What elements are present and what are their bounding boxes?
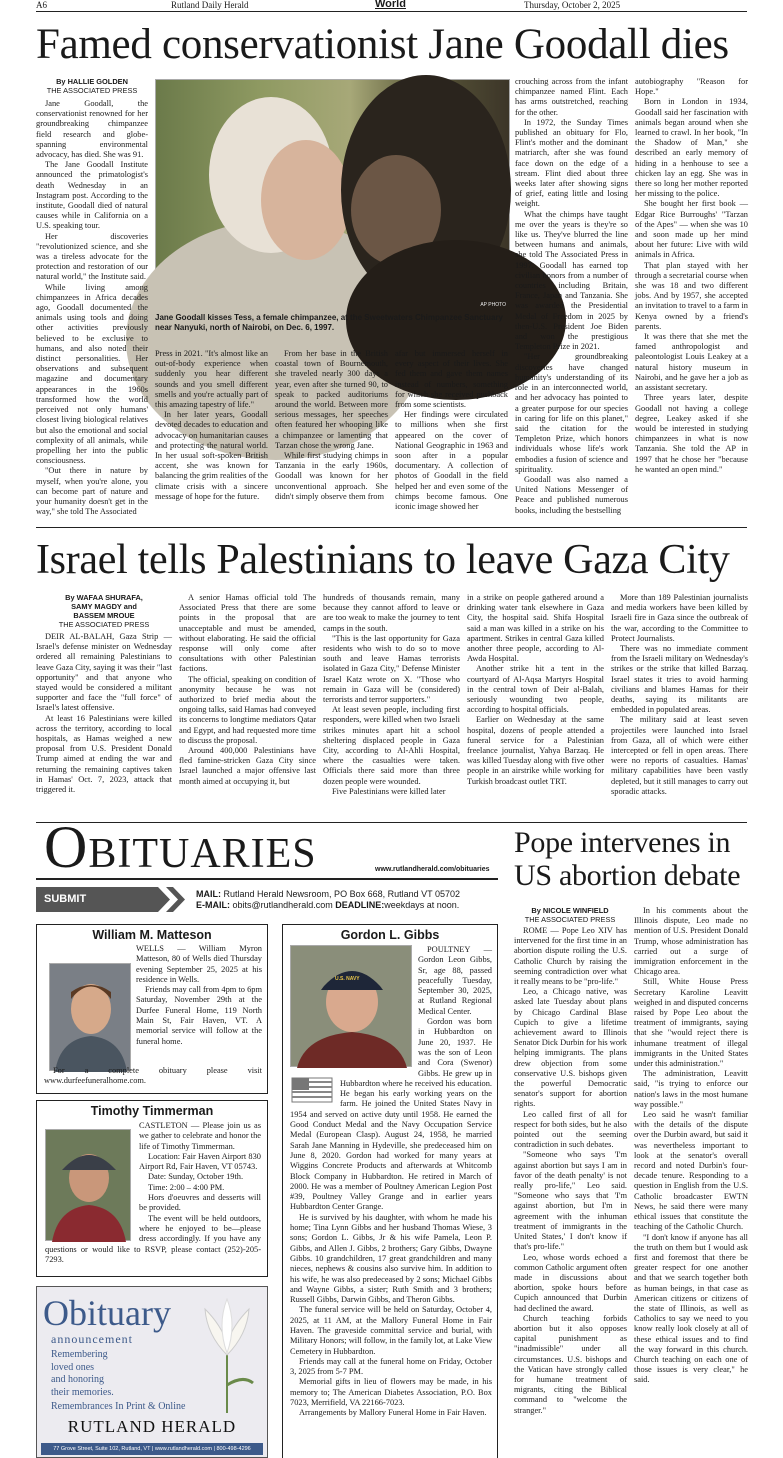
- deadline-text: weekdays at noon.: [384, 900, 460, 910]
- page-header: [36, 0, 747, 12]
- goodall-col-4: [395, 349, 508, 512]
- email-label: E-MAIL:: [196, 900, 230, 910]
- paragraph: Leo, a Chicago native, was asked late Tuesday about plans by Chicago Cardinal Blase Cupich to give a lifetime achievement award to Illinois Senator Dick Durbin for his work helping immigrants. The plans drew objection from some conservative U.S. bishops given the powerful Democratic senator's support for abortion rights.: [514, 987, 627, 1109]
- obit-paragraph: Memorial gifts in lieu of flowers may be made, in his memory to; The American Diabetes Association, P.O. Box 7023, Merrifield, VA 22166-7023.: [290, 1377, 492, 1408]
- paragraph: afar but immersed herself in every aspect of their lives. She fed them and gave them names instead of numbers, something for which she received pushback from some scientists.: [395, 349, 508, 410]
- obituary-ad[interactable]: [36, 1286, 268, 1458]
- pope-col-2: [634, 906, 748, 1458]
- paragraph: Leo, whose words echoed a common Catholic argument often made in discussions about abortion, spoke hours before Cupich announced that Durbin had declined the award.: [514, 1252, 627, 1313]
- obit-portrait: [290, 945, 412, 1067]
- paragraph: "This is the last opportunity for Gaza residents who wish to do so to move south and leave Hamas terrorists isolated in Gaza City," Defense Minister Israel Katz wrote on X. "Those who remain in Gaza will be (considered) terrorists and terror supporters.": [323, 633, 460, 705]
- paragraph: From her base in the British coastal town of Bournemouth, she traveled nearly 300 days a year, even after she turned 90, to speak to packed auditoriums around the world. Between more serious messages, her speeches often featured her whooping like a chimpanzee or lamenting that Tarzan chose the wrong Jane.: [275, 349, 388, 450]
- obit-text: [290, 945, 492, 1457]
- gaza-col-5: [611, 593, 748, 814]
- flag-icon-svg: [290, 1075, 334, 1105]
- photo-credit: AP PHOTO: [480, 302, 506, 308]
- paragraph: Born in London in 1934, Goodall said her fascination with animals began around when she learned to crawl. In her book, "In the Shadow of Man," she described an early memory of hiding in a henhouse to see a chicken lay an egg. She was in there so long her mother reported her missing to the police.: [635, 97, 748, 199]
- obit-time: Time: 2:00 – 4:00 PM.: [148, 1182, 225, 1192]
- mail-label: MAIL:: [196, 889, 221, 899]
- paragraph: The Jane Goodall Institute announced the primatologist's death Wednesday in an Instagram post. According to the institute, Goodall died of natural causes while in California on a U.S. speaking tour.: [36, 160, 148, 231]
- ad-line: and honoring: [51, 1374, 105, 1385]
- byline-name: By HALLIE GOLDEN: [56, 77, 128, 86]
- paragraph: ROME — Pope Leo XIV has intervened for the first time in an abortion dispute roiling the U.S. Catholic Church by raising the seeming contradiction over what it really means to be "pro-life.": [514, 926, 627, 987]
- obit-gibbs: [282, 924, 498, 1458]
- paragraph: Three years later, despite Goodall not having a college degree, Leakey asked if she would be interested in studying chimpanzees in what is now Tanzania. She told the AP in 1997 that he chose her "because he wanted an open mind.": [635, 393, 748, 474]
- byline-org: THE ASSOCIATED PRESS: [58, 620, 150, 629]
- pope-byline: [514, 906, 626, 924]
- obit-paragraph: Friends may call from 4pm to 6pm Saturday, November 29th at the Durfee Funeral Home, 119 North Main St, Fair Haven, VT. A memorial service will follow at the funeral home.: [136, 985, 262, 1046]
- obit-text: [45, 1121, 261, 1273]
- paragraph: DEIR AL-BALAH, Gaza Strip — Israel's defense minister on Wednesday ordered all remaining Palestinians to leave Gaza City, saying it was their "last opportunity" and that anyone who stayed would be considered a militant supporter and face the "full force" of Israel's latest offensive.: [36, 632, 172, 713]
- goodall-byline: [36, 77, 148, 95]
- paragraph: Her findings were circulated to millions when she first appeared on the cover of National Geographic in 1963 and soon after in a popular documentary. A collection of photos of Goodall in the field helped her and even some of the chimps become famous. One iconic image showed her: [395, 410, 508, 512]
- gaza-col-3: [323, 593, 460, 814]
- gaza-col-4: [467, 593, 604, 814]
- section-name: World: [375, 0, 406, 10]
- byline-org: THE ASSOCIATED PRESS: [524, 915, 616, 924]
- goodall-col-1: [36, 99, 148, 517]
- obit-location: Location: Fair Haven Airport 830 Airport Rd, Fair Haven, VT 05743.: [139, 1151, 261, 1172]
- navy-cap-text: U.S. NAVY: [335, 976, 360, 982]
- paragraph: "Her groundbreaking discoveries have changed humanity's understanding of its role in an interconnected world, and her advocacy has pointed to a greater purpose for our species in caring for life on this planet," said the citation for the Templeton Prize, which honors individuals whose life's work embodies a fusion of science and spirituality.: [515, 352, 628, 474]
- issue-date: Thursday, October 2, 2025: [524, 0, 621, 10]
- gaza-col-1: [36, 632, 172, 814]
- paragraph: autobiography "Reason for Hope.": [635, 77, 748, 97]
- paragraph: in a strike on people gathered around a drinking water tank elsewhere in Gaza City, the hospital said. Shifa Hospital said a man was killed in a strike on his apartment. Strikes in central Gaza killed another three people, according to Al-Awda Hospital.: [467, 593, 604, 664]
- obit-paragraph: POULTNEY — Gordon Leon Gibbs, Sr, age 88, passed peacefully Tuesday, September 30, 2025, at Rutland Regional Medical Center.: [418, 945, 492, 1016]
- pope-col-1: [514, 926, 627, 1458]
- obit-rule: [36, 878, 498, 880]
- paragraph: Church teaching forbids abortion but it also opposes capital punishment as "inadmissible" under all circumstances. U.S. bishops and the Vatican have strongly called for humane treatment of migrants, citing the Biblical command to "welcome the stranger.": [514, 1313, 627, 1415]
- paragraph: There was no immediate comment from the Israeli military on Wednesday's strikes or the strike that killed Barzaq. Israel states it tries to avoid harming civilians and blames Hamas for their deaths, saying its militants are embedded in populated areas.: [611, 644, 748, 715]
- goodall-col-6: [635, 77, 748, 509]
- ad-line: loved ones: [51, 1361, 95, 1373]
- obit-intro: WELLS — William Myron Matteson, 80 of Wells died Thursday evening September 25, 2025 at his residence in Wells.: [136, 944, 262, 984]
- obit-name: Gordon L. Gibbs: [340, 928, 440, 942]
- submit-banner[interactable]: [36, 887, 186, 912]
- paragraph: In her later years, Goodall devoted decades to education and advocacy on humanitarian causes and protecting the natural world. In her usual soft-spoken British accent, she was known for balancing the grim realities of the climate crisis with a sincere message of hope for the future.: [155, 410, 268, 501]
- page-number: A6: [36, 0, 47, 10]
- paragraph: At least seven people, including first responders, were killed when two Israeli strikes minutes apart hit a school sheltering displaced people in Gaza City, according to Al-Ahli Hospital, where the casualties were taken. Officials there said more than three dozen people were wounded.: [323, 705, 460, 786]
- paper-name: Rutland Daily Herald: [171, 0, 249, 10]
- paragraph: The official, speaking on condition of anonymity because he was not authorized to brief media about the ongoing talks, said Hamas had conveyed its concerns to longtime mediators Qatar and Egypt, and had requested more time to discuss the proposal.: [179, 674, 316, 745]
- paragraph: "Someone who says 'I'm against abortion but says I am in favor of the death penalty' is not really pro-life," Leo said. "Someone who says that 'I'm against abortion, but I'm in agreement with the inhuman treatment of immigrants in the United States,' I don't know if that's pro-life.": [514, 1150, 627, 1252]
- paragraph: It was there that she met the famed anthropologist and paleontologist Louis Leakey at a natural history museum in Nairobi, and he gave her a job as an assistant secretary.: [635, 332, 748, 393]
- paragraph: In 1972, the Sunday Times published an obituary for Flo, Flint's mother and the dominant matriarch, after she was found face down on the edge of a stream. Flint died about three weeks later after showing signs of grief, eating little and losing weight.: [515, 117, 628, 209]
- ad-lines: [51, 1349, 114, 1399]
- obit-timmerman: [36, 1100, 268, 1277]
- submit-info: [196, 889, 460, 911]
- obit-paragraph: He is survived by his daughter, with whom he made his home; Tina Lynn Gibbs and her husband Thomas Wiese, 3 sons; Gordon L. Gibbs, Jr & his wife Pamela, Leon P. Gibbs, and Allen J. Gibbs, 2 brothers; Gary Gibbs, Dwayne Gibbs. 10 grandchildren, 17 great grandchildren and many nieces, nephews & cousins also survive him. In addition to his wife, he was also predeceased by 2 sons; Michael Gibbs and Wayne Gibbs, a sister; Ruth Smith and 3 brothers; Russell Gibbs, Darwin Gibbs, and Theron Gibbs.: [290, 1212, 492, 1305]
- paragraph: Still, White House Press Secretary Karoline Leavitt weighed in and disputed concerns raised by Pope Leo about the treatment of immigrants, saying that she "would reject there is inhumane treatment of illegal immigrants in the United States under this administration.": [634, 977, 748, 1069]
- obit-name: William M. Matteson: [92, 928, 212, 942]
- obit-paragraph: Friends may call at the funeral home on Friday, October 3, 2025 from 5-7 PM.: [290, 1356, 492, 1377]
- paragraph: The administration, Leavitt said, "is trying to enforce our nation's laws in the most humane way possible.": [634, 1069, 748, 1109]
- flag-icon: [290, 1075, 334, 1105]
- paragraph: The military said at least seven projectiles were launched into Israel from Gaza, all of which were either intercepted or fell in open areas. There were no reports of casualties. Hamas' military capabilities have been vastly depleted, but it still manages to carry out sporadic attacks.: [611, 715, 748, 796]
- obit-date: Date: Sunday, October 19th.: [148, 1172, 244, 1182]
- obituaries-title: Obituaries: [44, 814, 317, 880]
- obituaries-url[interactable]: www.rutlandherald.com/obituaries: [375, 866, 490, 873]
- paragraph: What the chimps have taught me over the years is they're so like us. They've blurred the line between humans and animals, she told The Associated Press in 1997. Goodall has earned top civilian honors from a number of countries including Britain, France, Japan and Tanzania. She was awarded the Presidential Medal of Freedom in 2025 by then-U.S. President Joe Biden and won the prestigious Templeton Prize in 2021.: [515, 209, 628, 352]
- obit-paragraph: For a complete obituary please visit www.durfeefuneralhome.com.: [44, 1066, 262, 1086]
- goodall-photo: [155, 79, 510, 310]
- gaza-byline: [36, 593, 172, 629]
- goodall-chimp-illustration: [156, 80, 511, 311]
- paragraph: That plan stayed with her through a secretarial course when she was 18 and two different jobs. And by 1957, she accepted an invitation to travel to a farm in Kenya owned by a friend's parents.: [635, 260, 748, 331]
- byline-name: By NICOLE WINFIELD: [531, 906, 609, 915]
- paragraph: Goodall was also named a United Nations Messenger of Peace and published numerous books, including the bestselling: [515, 474, 628, 515]
- paragraph: While first studying chimps in Tanzania in the early 1960s, Goodall was known for her unconventional approach. She didn't simply observe them from: [275, 451, 388, 501]
- paragraph: Another strike hit a tent in the courtyard of Al-Aqsa Martyrs Hospital in the central town of Deir al-Balah, seriously wounding two people, according to hospital officials.: [467, 664, 604, 715]
- obit-food: Hors d'oeuvres and desserts will be provided.: [139, 1193, 261, 1213]
- obit-paragraph: The funeral service will be held on Saturday, October 4, 2025, at 11 AM, at the Mallory Funeral Home in Fair Haven. The graveside committal service and burial, with Military Honors; will follow, in the family lot, at Lake View Cemetery in Hubbardton.: [290, 1305, 492, 1356]
- ad-brand: RUTLAND HERALD: [67, 1417, 237, 1436]
- pope-headline: Pope intervenes in US abortion debate: [514, 826, 741, 892]
- divider: [36, 527, 747, 528]
- paragraph: At least 16 Palestinians were killed across the territory, according to local hospitals, as Hamas weighed a new proposal from U.S. President Donald Trump aimed at ending the war and returning the remaining captives taken in Hamas' Oct. 7, 2023, attack that triggered it.: [36, 713, 172, 795]
- ad-line: their memories.: [51, 1386, 114, 1398]
- byline-names: By WAFAA SHURAFA, SAMY MAGDY and BASSEM MROUE: [65, 593, 143, 620]
- deadline-label: DEADLINE:: [335, 900, 385, 910]
- ad-line: Remembering: [51, 1349, 108, 1360]
- obit-paragraph: Arrangements by Mallory Funeral Home in Fair Haven.: [299, 1408, 487, 1418]
- lily-flower-icon: [197, 1295, 259, 1413]
- mail-address: Rutland Herald Newsroom, PO Box 668, Rutland VT 05702: [223, 889, 460, 899]
- submit-label: SUBMIT: [44, 893, 87, 905]
- paragraph: "I don't know if anyone has all the truth on them but I would ask first and foremost that there be greater respect for one another and that we search together both as human beings, in that case as American citizens or citizens of the state of Illinois, as well as Catholics to say we need to you know really look closely at all of these ethical issues and to find the way forward in this church. Church teaching on each one of those issues is very clear," he said.: [634, 1232, 748, 1385]
- paragraph: Five Palestinians were killed later: [332, 786, 446, 796]
- paragraph: In his comments about the Illinois dispute, Leo made no mention of U.S. President Donald Trump, whose administration has carried out a surge of immigration enforcement in the Chicago area.: [634, 906, 748, 977]
- paragraph: crouching across from the infant chimpanzee named Flint. Each has arms outstretched, reaching for the other.: [515, 77, 628, 117]
- portrait-illustration: [46, 1130, 132, 1242]
- wrap-spacer: [44, 944, 136, 1066]
- email-address[interactable]: obits@rutlandherald.com: [232, 900, 333, 910]
- byline-org: THE ASSOCIATED PRESS: [46, 86, 138, 95]
- ad-tagline: Remembrances In Print & Online: [51, 1401, 186, 1412]
- obit-intro: CASTLETON — Please join us as we gather to celebrate and honor the life of Timothy Timmerman.: [139, 1121, 261, 1151]
- paragraph: hundreds of thousands remain, many because they cannot afford to leave or are too weak to make the journey to tent camps in the south.: [323, 593, 460, 633]
- goodall-col-2: [155, 349, 268, 509]
- gaza-col-2: [179, 593, 316, 814]
- obit-portrait: [45, 1129, 131, 1241]
- paragraph: Leo called first of all for respect for both sides, but he also pointed out the seeming contradiction in such debates.: [514, 1109, 627, 1150]
- paragraph: More than 189 Palestinian journalists and media workers have been killed by Israeli fire in Gaza since the outbreak of the war, according to the Committee to Protect Journalists.: [611, 593, 748, 643]
- gaza-headline: Israel tells Palestinians to leave Gaza City: [36, 537, 730, 583]
- goodall-photo-caption: Jane Goodall kisses Tess, a female chimpanzee, at the Sweetwaters Chimpanzee Sanctuary near Nanyuki, north of Nairobi, on Dec. 6, 1997.: [155, 313, 503, 332]
- paragraph: Leo said he wasn't familiar with the details of the dispute over the Durbin award, but said it was nevertheless important to look at the senator's overall record and noted Durbin's four-decade tenure. Responding to a question in English from the U.S. Catholic broadcaster EWTN News, he said there were many ethical issues that constitute the teaching of the Catholic Church.: [634, 1110, 748, 1232]
- ad-subtitle: announcement: [51, 1332, 133, 1346]
- paragraph: A senior Hamas official told The Associated Press that there are some points in the proposal that are unacceptable and must be amended, without elaborating. He said the official response will only come after consultations with other Palestinian factions.: [179, 593, 316, 674]
- paragraph: She bought her first book — Edgar Rice Burroughs' "Tarzan of the Apes" — when she was 10 and soon made up her mind about her future: Live with wild animals in Africa.: [635, 199, 748, 260]
- obit-paragraph: The event will be held outdoors, where he enjoyed to be—please dress accordingly. If you have any questions or would like to RSVP, please contact (252)-205-7293.: [45, 1213, 261, 1264]
- paragraph: Around 400,000 Palestinians have fled famine-stricken Gaza City since Israel launched a major offensive last month aimed at occupying it, but: [179, 746, 316, 786]
- paragraph: Earlier on Wednesday at the same hospital, dozens of people attended a funeral service for a Palestinian freelance journalist, Yahya Barzaq. He was killed Tuesday along with five other people in an airstrike while working for Turkish broadcast outlet TRT.: [467, 715, 604, 786]
- paragraph: "Out there in nature by myself, when you're alone, you can become part of nature and your humanity doesn't get in the way," she told The Associated: [36, 466, 148, 517]
- ad-address-bar: 77 Grove Street, Suite 102, Rutland, VT | www.rutlandherald.com | 800-498-4296: [41, 1443, 263, 1455]
- obit-name: Timothy Timmerman: [90, 1104, 214, 1118]
- obit-paragraph: Gordon was born in Hubbardton on June 20, 1937. He was the son of Leon and Cora (Swenor) Gibbs. He grew up in Hubbardton where he received his education. He began his early working years on the farm. He joined the United States Navy in 1954 and served on active duty until 1958. He earned the Good Conduct Medal and the Navy Occupation Service Medal (European Clasp). August 24, 1958, he married Sarah Jane Manning in Hydeville, she predeceased him on June 8, 2020. Gordon had worked for many years at Wiggins Concrete Products and afterwards at Whitcomb Block Company in Hubbardton. He retired in March of 2000. He was a member of Poultney American Legion Post #39, Poultney Valley Grange and in earlier years Hubbardton Center Grange.: [290, 1017, 492, 1212]
- goodall-col-3: [275, 349, 388, 509]
- ad-title: Obituary: [43, 1293, 171, 1333]
- goodall-headline: Famed conservationist Jane Goodall dies: [36, 21, 729, 68]
- paragraph: While living among chimpanzees in Africa decades ago, Goodall documented the animals using tools and doing other activities previously believed to be exclusive to humans, and also noted their distinct personalities. Her observations and subsequent magazine and documentary appearances in the 1960s transformed how the world perceived not only humans' closest living biological relatives but also the emotional and social complexity of all animals, while propelling her into the public consciousness.: [36, 282, 148, 466]
- goodall-col-5: [515, 77, 628, 515]
- paragraph: Press in 2021. "It's almost like an out-of-body experience when suddenly you hear different sounds and you smell different smells and you're actually part of this amazing tapestry of life.": [155, 349, 268, 410]
- paragraph: Jane Goodall, the conservationist renowned for her groundbreaking chimpanzee field research and globe-spanning environmental advocacy, has died. She was 91.: [36, 99, 148, 160]
- paragraph: Her discoveries "revolutionized science, and she was a tireless advocate for the protection and restoration of our natural world," the Institute said.: [36, 231, 148, 282]
- portrait-illustration: [291, 946, 413, 1068]
- obit-matteson-body: [44, 944, 262, 1090]
